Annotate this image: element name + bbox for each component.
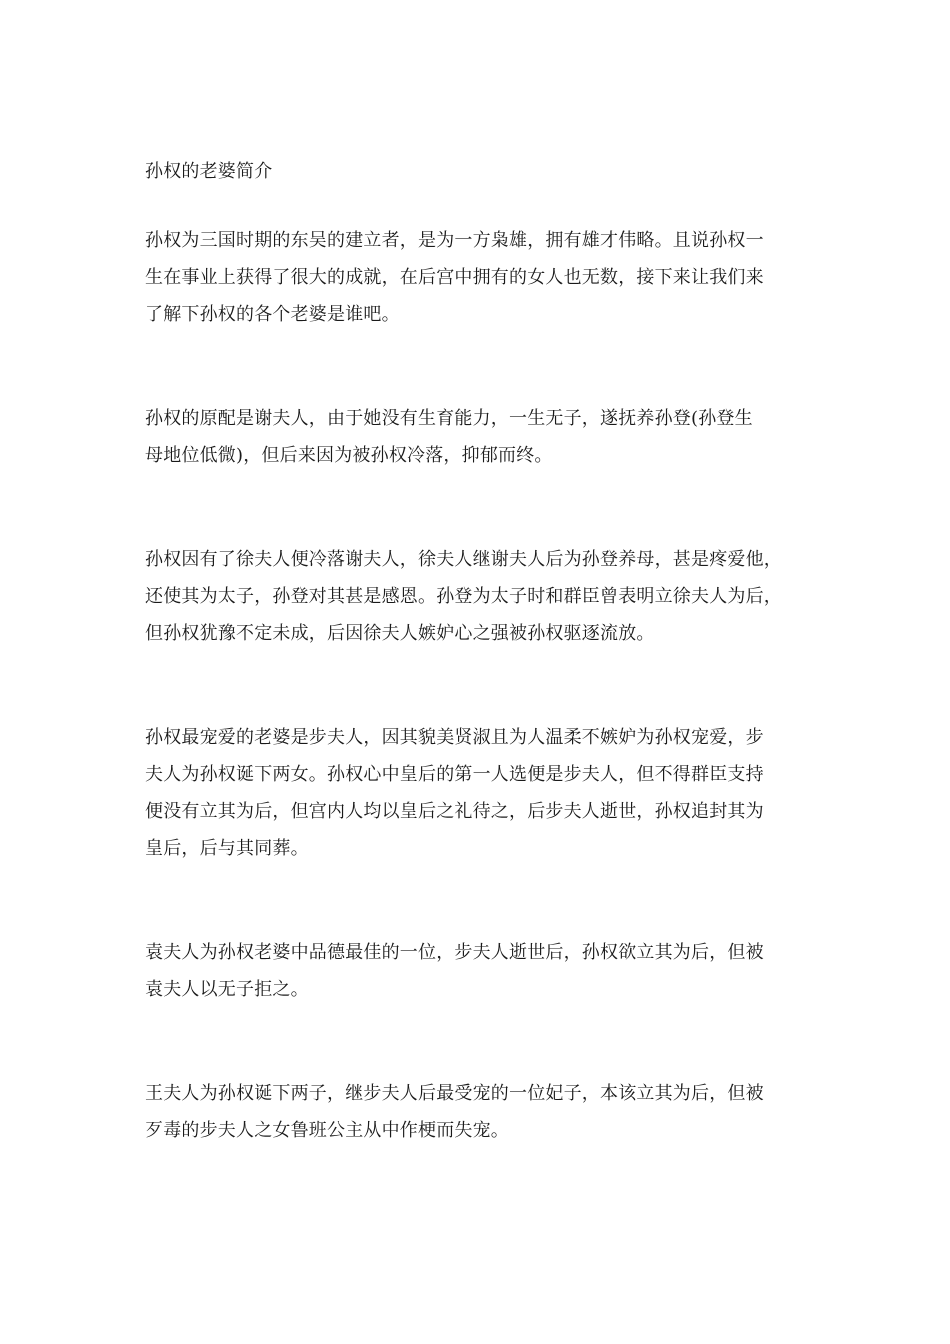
paragraph-line: 但孙权犹豫不定未成，后因徐夫人嫉妒心之强被孙权驱逐流放。 <box>145 623 655 644</box>
paragraph-line: 王夫人为孙权诞下两子，继步夫人后最受宠的一位妃子，本该立其为后，但被 <box>145 1083 764 1104</box>
paragraph-line: 孙权最宠爱的老婆是步夫人，因其貌美贤淑且为人温柔不嫉妒为孙权宠爱，步 <box>145 727 764 748</box>
paragraph-line: 孙权因有了徐夫人便冷落谢夫人，徐夫人继谢夫人后为孙登养母，甚是疼爱他， <box>145 549 782 570</box>
paragraph-line: 皇后，后与其同葬。 <box>145 838 309 859</box>
paragraph-line: 孙权的原配是谢夫人，由于她没有生育能力，一生无子，遂抚养孙登(孙登生 <box>145 408 753 429</box>
paragraph-line: 夫人为孙权诞下两女。孙权心中皇后的第一人选便是步夫人，但不得群臣支持 <box>145 764 764 785</box>
document-title: 孙权的老婆简介 <box>145 161 273 182</box>
paragraph-line: 还使其为太子，孙登对其甚是感恩。孙登为太子时和群臣曾表明立徐夫人为后， <box>145 586 782 607</box>
paragraph-line: 袁夫人为孙权老婆中品德最佳的一位，步夫人逝世后，孙权欲立其为后，但被 <box>145 942 764 963</box>
paragraph-line: 歹毒的步夫人之女鲁班公主从中作梗而失宠。 <box>145 1120 509 1141</box>
paragraph-line: 了解下孙权的各个老婆是谁吧。 <box>145 304 400 325</box>
paragraph-line: 母地位低微)，但后来因为被孙权冷落，抑郁而终。 <box>145 445 553 466</box>
paragraph-line: 孙权为三国时期的东吴的建立者，是为一方枭雄，拥有雄才伟略。且说孙权一 <box>145 230 764 251</box>
paragraph-line: 袁夫人以无子拒之。 <box>145 979 309 1000</box>
paragraph-line: 便没有立其为后，但宫内人均以皇后之礼待之，后步夫人逝世，孙权追封其为 <box>145 801 764 822</box>
paragraph-line: 生在事业上获得了很大的成就，在后宫中拥有的女人也无数，接下来让我们来 <box>145 267 764 288</box>
